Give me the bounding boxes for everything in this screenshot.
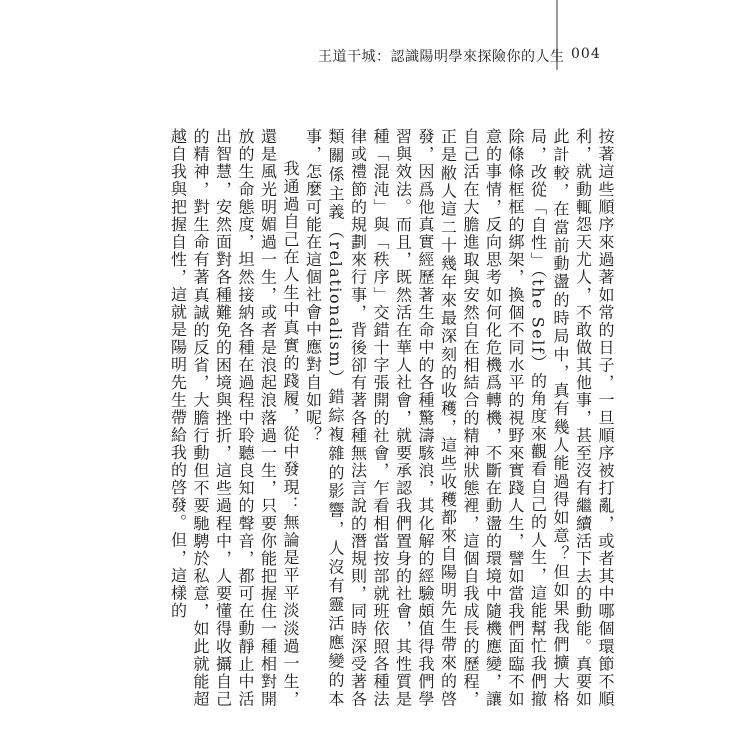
body-text bbox=[168, 128, 616, 708]
running-title: 王道干城：認識陽明學來探險你的人生 bbox=[318, 49, 565, 65]
page-number: 004 bbox=[571, 46, 601, 62]
paragraph-1: 按著這些順序來過著如常的日子，一旦順序被打亂，或者其中哪個環節不順利，就動輒怨天尤人，不敢做其他事，甚至沒有繼續活下去的動能。真要如此計較，在當前動盪的時局中，真有幾人能過得如意？但如果我們擴大格局，改從「自性」（the Self）的角度來觀看自己的人生，這能幫忙我們撤除條條框框的綁架，換個不同水平的視野來實踐人生，譬如當我們面臨不如意的事情，反向思考如何化危機爲轉機，不斷在動盪的環境中隨機應變，讓自己活在大膽進取與安然自在相結合的精神狀態裡，這個自我成長的歷程，正是敝人這二十幾年來最深刻的收穫，這些收穫都來自陽明先生帶來的啓發，因爲他真實經歷著生命中的各種驚濤駭浪，其化解的經驗頗值得我們學習與效法。而且，既然活在華人社會，就要承認我們置身的社會，其性質是種「混沌」與「秩序」交錯十字張開的社會，乍看相當按部就班依照各種法律或禮節的規劃來行事，背後卻有著各種無法言說的潛規則，同時深受著各類關係主義（relationalism）錯綜複雜的影響，人沒有靈活應變的本事，怎麼可能在這個社會中應對自如呢？ bbox=[303, 128, 615, 708]
paragraph-2: 我通過自己在人生中真實的踐履，從中發現：無論是平平淡淡過一生，還是風光明媚過一生，或者是浪起浪落過一生，只要你能把握住一種相對開放的生命態度，坦然接納各種在過程中聆聽良知的聲音，都可在動靜止中活出智慧，安然面對各種難免的困境與挫折，這些過程中，人要懂得收攝自己的精神，對生命有著真誠的反省，大膽行動但不要馳騁於私意，如此就能超越自我與把握自性，這就是陽明先生帶給我的啓發。但，這樣的 bbox=[168, 128, 300, 708]
